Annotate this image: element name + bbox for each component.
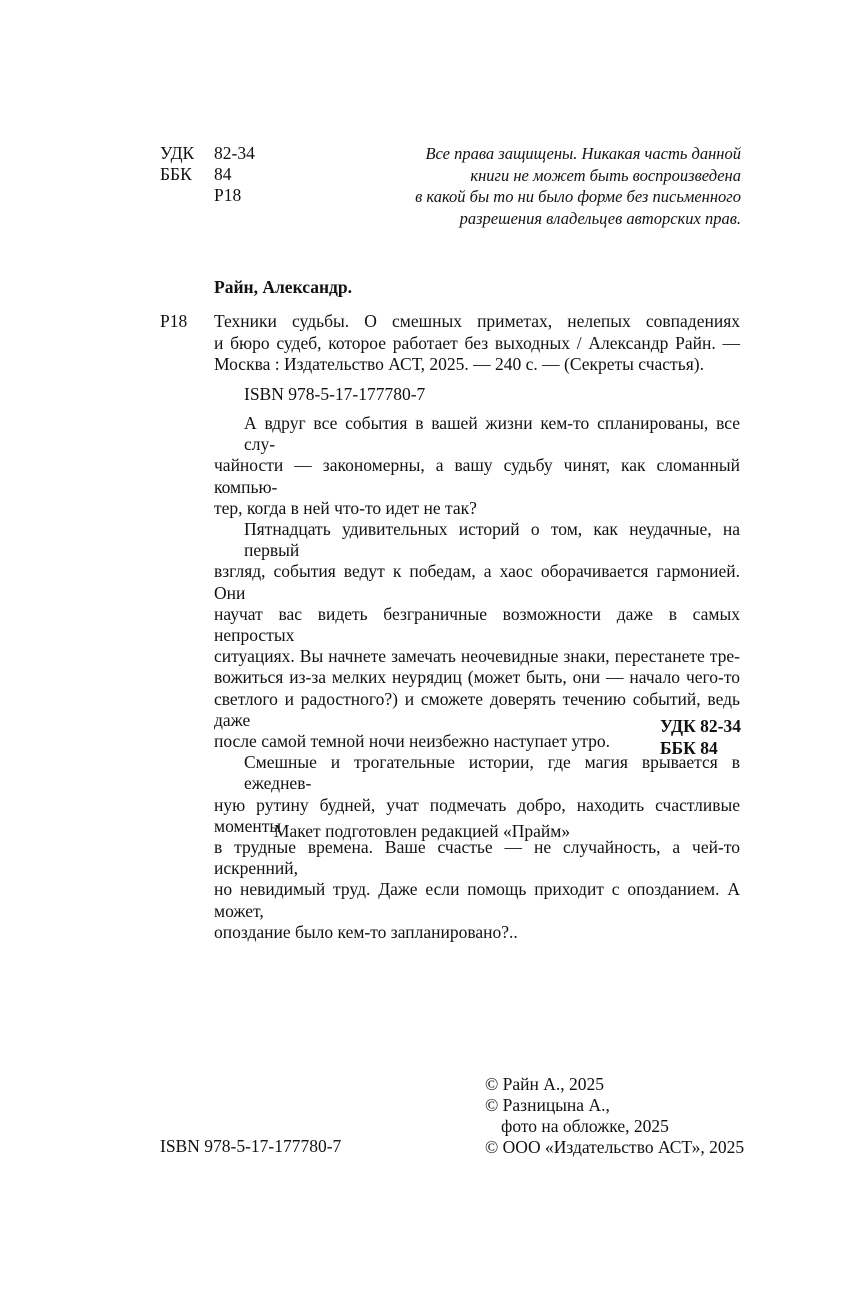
annotation-line: опоздание было кем-то запланировано?.. — [214, 921, 518, 942]
udk-value: 82-34 — [214, 143, 255, 163]
maket-note: Макет подготовлен редакцией «Прайм» — [273, 821, 571, 841]
description-line: и бюро судеб, которое работает без выходных / Александр Райн. — — [214, 332, 740, 353]
bbk-value: 84 — [214, 164, 232, 184]
copyright-line: © Райн А., 2025 — [485, 1074, 605, 1094]
annotation-line: Смешные и трогательные истории, где магия врывается в ежеднев- — [244, 752, 740, 794]
annotation-paragraph — [214, 752, 740, 943]
description-line: Техники судьбы. О смешных приметах, нелепых совпадениях — [214, 311, 740, 331]
annotation-line: ситуациях. Вы начнете замечать неочевидные знаки, перестанете тре- — [214, 646, 740, 667]
bbk-label: ББК — [160, 164, 192, 184]
rights-line: в какой бы то ни было форме без письменного — [415, 187, 741, 206]
annotation-line: взгляд, события ведут к победам, а хаос оборачивается гармонией. Они — [214, 561, 740, 603]
rights-line: разрешения владельцев авторских прав. — [459, 208, 741, 228]
copyright-line: фото на обложке, 2025 — [501, 1116, 669, 1136]
annotation-line: светлого и радостного?) и сможете доверять течению событий, ведь даже — [214, 688, 740, 730]
annotation-line: но невидимый труд. Даже если помощь приходит с опозданием. А может, — [214, 879, 740, 921]
rights-line: книги не может быть воспроизведена — [470, 165, 741, 185]
isbn-entry: ISBN 978-5-17-177780-7 — [244, 384, 426, 404]
copyright-line: © Разницына А., — [485, 1095, 610, 1115]
annotation-line: Пятнадцать удивительных историй о том, как неудачные, на первый — [244, 519, 740, 561]
classification-labels — [160, 143, 210, 185]
udk-label: УДК — [160, 143, 195, 163]
entry-code: Р18 — [160, 311, 188, 331]
bbk-code: ББК 84 — [659, 738, 718, 758]
annotation-line: научат вас видеть безграничные возможности даже в самых непростых — [214, 603, 740, 646]
bibliographic-description — [214, 311, 740, 376]
annotation-line: чайности — закономерны, а вашу судьбу чинят, как сломанный компью- — [214, 455, 740, 497]
annotation-line: А вдруг все события в вашей жизни кем-то спланированы, все слу- — [244, 413, 740, 455]
udk-code: УДК 82-34 — [659, 716, 741, 736]
author-heading: Райн, Александр. — [214, 277, 353, 297]
annotation-line: ную рутину будней, учат подмечать добро, находить счастливые моменты — [214, 794, 740, 836]
annotation — [214, 413, 740, 943]
copyright-block — [485, 1074, 744, 1158]
annotation-line: в трудные времена. Ваше счастье — не случайность, а чей-то искренний, — [214, 837, 740, 879]
author-mark: Р18 — [214, 185, 242, 205]
rights-notice — [381, 143, 741, 229]
description-line: Москва : Издательство АСТ, 2025. — 240 с. — (Секреты счастья). — [214, 354, 704, 374]
annotation-paragraph — [214, 413, 740, 519]
classification-values — [214, 143, 294, 206]
annotation-line: после самой темной ночи неизбежно наступает утро. — [214, 731, 610, 752]
annotation-line: вожиться из-за мелких неурядиц (может быть, они — начало чего-то — [214, 667, 740, 688]
isbn-bottom: ISBN 978-5-17-177780-7 — [160, 1136, 342, 1156]
rights-line: Все права защищены. Никакая часть данной — [425, 144, 741, 163]
copyright-line: © ООО «Издательство АСТ», 2025 — [485, 1137, 745, 1157]
classification-codes-right — [660, 715, 741, 759]
annotation-line: тер, когда в ней что-то идет не так? — [214, 497, 477, 518]
